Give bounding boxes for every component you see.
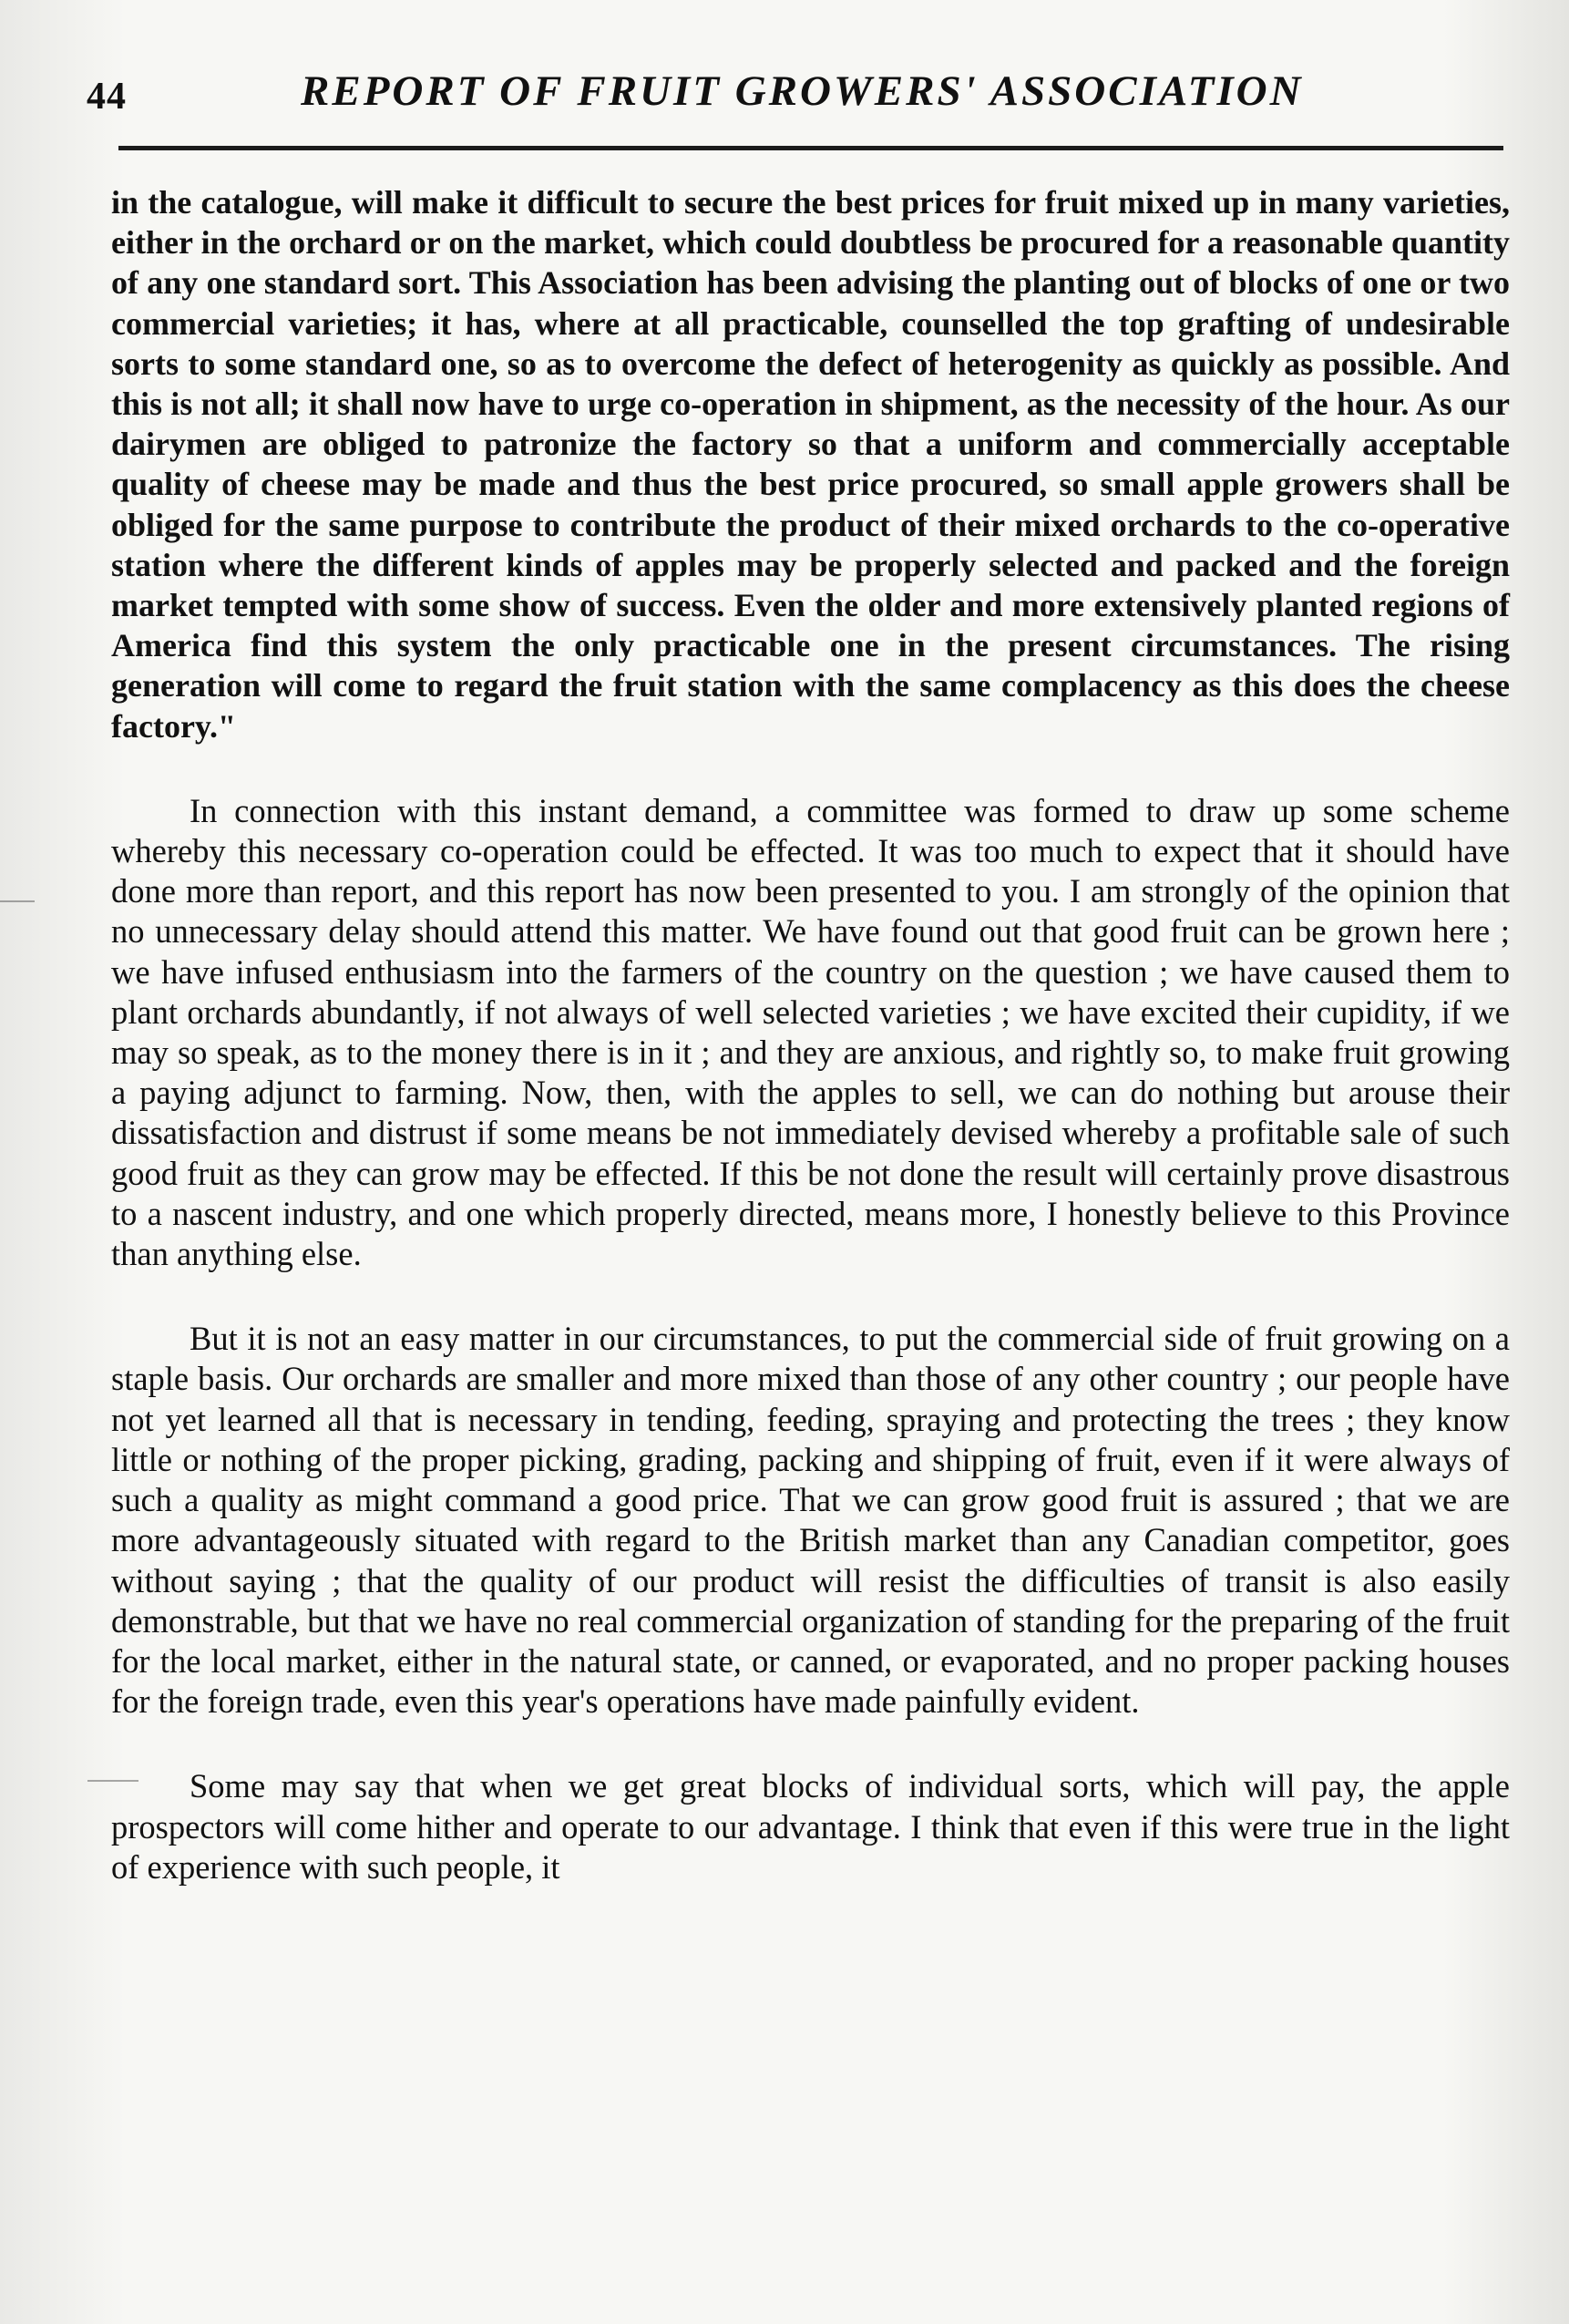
margin-scan-mark xyxy=(87,1780,138,1782)
margin-scan-mark xyxy=(0,900,35,902)
article-body xyxy=(111,182,1510,1887)
page-number: 44 xyxy=(87,76,127,118)
paragraph-commercial-side: But it is not an easy matter in our circumstances, to put the commercial side of fruit growing on a staple basis. Our orchards are smaller and more mixed than those of any other country ; our people have not yet learned all that is necessary in tending, feeding, spraying and protecting the trees ; they know little or nothing of the proper picking, grading, packing and shipping of fruit, even if it were always of such a quality as might command a good price. That we can grow good fruit is assured ; that we are more advantageously situated with regard to the British market than any Canadian competitor, goes without saying ; that the quality of our product will resist the difficulties of transit is also easily demonstrable, but that we have no real commercial organization of standing for the preparing of the fruit for the local market, either in the natural state, or canned, or evaporated, and no proper packing houses for the foreign trade, even this year's operations have made painfully evident. xyxy=(111,1320,1510,1721)
paragraph-committee: In connection with this instant demand, a committee was formed to draw up some scheme whereby this necessary co-operation could be effected. It was too much to expect that it should have done more than report, and this report has now been presented to you. I am strongly of the opinion that no unnecessary delay should attend this matter. We have found out that good fruit can be grown here ; we have infused enthusiasm into the farmers of the country on the question ; we have caused them to plant orchards abundantly, if not always of well selected varieties ; we have excited their cupidity, if we may so speak, as to the money there is in it ; and they are anxious, and rightly so, to make fruit growing a paying adjunct to farming. Now, then, with the apples to sell, we can do nothing but arouse their dissatisfaction and distrust if some means be not immediately devised whereby a profitable sale of such good fruit as they can grow may be effected. If this be not done the result will certainly prove disastrous to a nascent industry, and one which properly directed, means more, I honestly believe to this Province than anything else. xyxy=(111,791,1510,1273)
paragraph-apple-prospectors: Some may say that when we get great blocks of individual sorts, which will pay, the apple prospectors will come hither and operate to our advantage. I think that even if this were true in the light of experience with such people, it xyxy=(111,1767,1510,1886)
page-header xyxy=(87,62,1508,126)
running-title: REPORT OF FRUIT GROWERS' ASSOCIATION xyxy=(301,67,1304,115)
header-rule xyxy=(118,146,1503,150)
continued-paragraph: in the catalogue, will make it difficult to secure the best prices for fruit mixed up in many varieties, either in the orchard or on the market, which could doubtless be procured for a reasonable quantity of any one standard sort. This Association has been advising the planting out of blocks of one or two commercial varieties; it has, where at all practicable, counselled the top grafting of undesirable sorts to some standard one, so as to overcome the defect of heterogenity as quickly as possible. And this is not all; it shall now have to urge co-operation in shipment, as the necessity of the hour. As our dairymen are obliged to patronize the factory so that a uniform and commercially acceptable quality of cheese may be made and thus the best price procured, so small apple growers shall be obliged for the same purpose to contribute the product of their mixed orchards to the co-operative station where the different kinds of apples may be properly selected and packed and the foreign market tempted with some show of success. Even the older and more extensively planted regions of America find this system the only practicable one in the present circumstances. The rising generation will come to regard the fruit station with the same complacency as this does the cheese factory." xyxy=(111,184,1510,745)
